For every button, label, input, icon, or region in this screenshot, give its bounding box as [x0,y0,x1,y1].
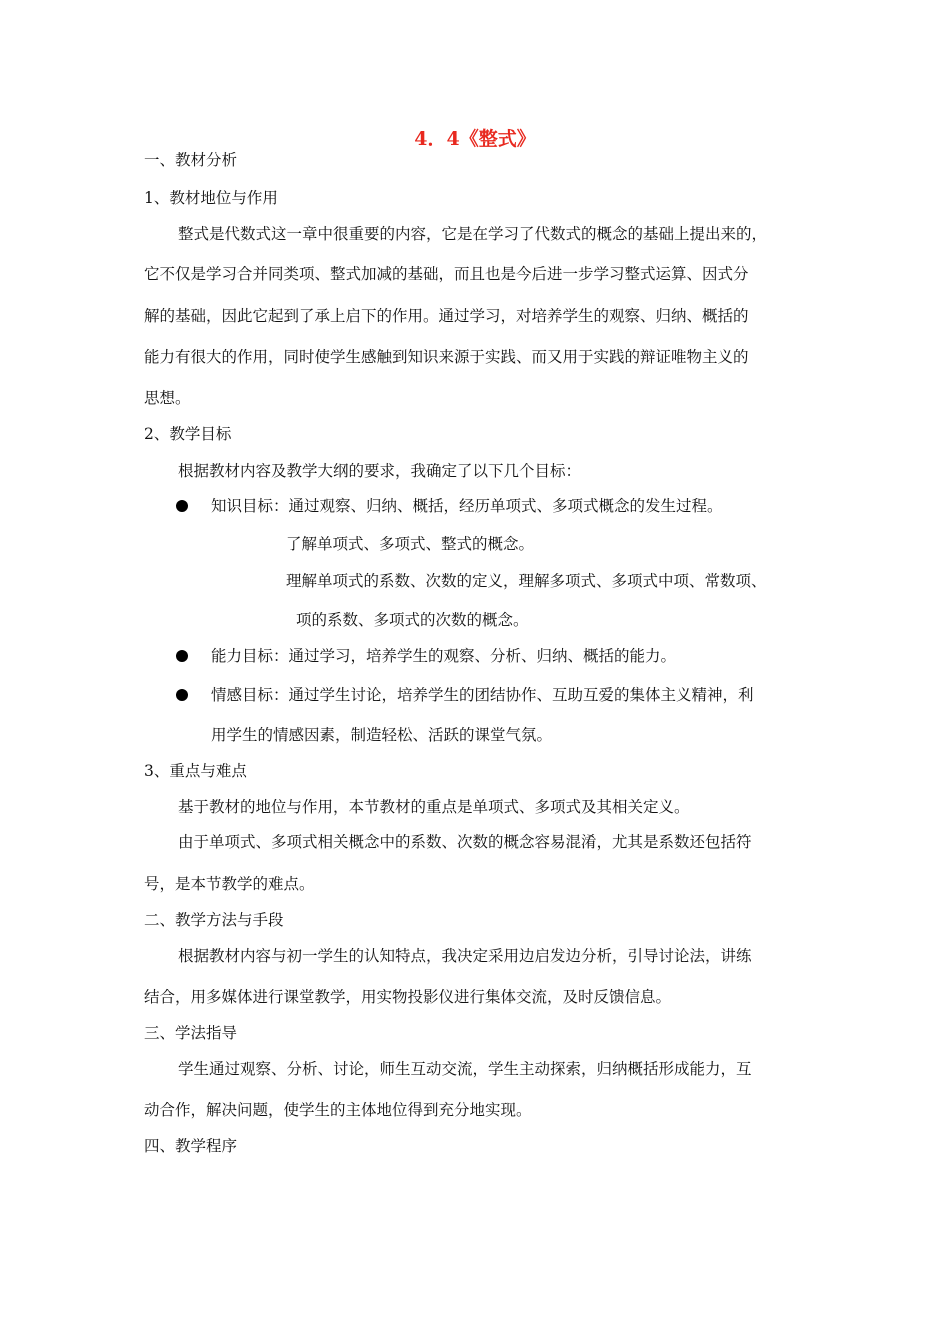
paragraph-line: 号，是本节教学的难点。 [144,875,315,893]
goal-ability: 能力目标：通过学习，培养学生的观察、分析、归纳、概括的能力。 [211,647,677,665]
section-heading-1: 一、教材分析 [144,151,238,169]
subsection-heading-1-2: 2、教学目标 [144,425,232,443]
paragraph-line: 根据教材内容与初一学生的认知特点，我决定采用边启发边分析，引导讨论法，讲练 [178,947,752,965]
section-heading-3: 三、学法指导 [144,1024,238,1042]
paragraph-line: 能力有很大的作用，同时使学生感触到知识来源于实践、而又用于实践的辩证唯物主义的 [144,348,749,366]
paragraph-line: 整式是代数式这一章中很重要的内容，它是在学习了代数式的概念的基础上提出来的， [178,225,768,243]
goal-knowledge-sub: 理解单项式的系数、次数的定义，理解多项式、多项式中项、常数项、 [286,572,767,590]
paragraph-line: 它不仅是学习合并同类项、整式加减的基础，而且也是今后进一步学习整式运算、因式分 [144,265,749,283]
paragraph-line: 由于单项式、多项式相关概念中的系数、次数的概念容易混淆，尤其是系数还包括符 [178,833,752,851]
goal-knowledge-sub: 了解单项式、多项式、整式的概念。 [286,535,535,553]
goal-emotion-cont: 用学生的情感因素，制造轻松、活跃的课堂气氛。 [211,726,553,744]
goal-emotion: 情感目标：通过学生讨论，培养学生的团结协作、互助互爱的集体主义精神，利 [211,686,754,704]
subsection-heading-1-3: 3、重点与难点 [144,762,247,780]
paragraph-line: 动合作，解决问题，使学生的主体地位得到充分地实现。 [144,1101,532,1119]
document-title: 4．4《整式》 [414,128,536,150]
paragraph-line: 学生通过观察、分析、讨论，师生互动交流，学生主动探索，归纳概括形成能力，互 [178,1060,752,1078]
section-heading-4: 四、教学程序 [144,1137,238,1155]
paragraph-line: 解的基础，因此它起到了承上启下的作用。通过学习，对培养学生的观察、归纳、概括的 [144,307,749,325]
paragraph-line: 基于教材的地位与作用，本节教材的重点是单项式、多项式及其相关定义。 [178,798,690,816]
section-heading-2: 二、教学方法与手段 [144,911,284,929]
bullet-icon [176,650,188,662]
bullet-icon [176,500,188,512]
paragraph-line: 结合，用多媒体进行课堂教学，用实物投影仪进行集体交流，及时反馈信息。 [144,988,672,1006]
paragraph-line: 思想。 [144,389,191,407]
goal-knowledge-sub: 项的系数、多项式的次数的概念。 [296,611,529,629]
goals-intro: 根据教材内容及教学大纲的要求，我确定了以下几个目标： [178,462,582,480]
subsection-heading-1-1: 1、教材地位与作用 [144,189,278,207]
goal-knowledge: 知识目标：通过观察、归纳、概括，经历单项式、多项式概念的发生过程。 [211,497,723,515]
bullet-icon [176,689,188,701]
